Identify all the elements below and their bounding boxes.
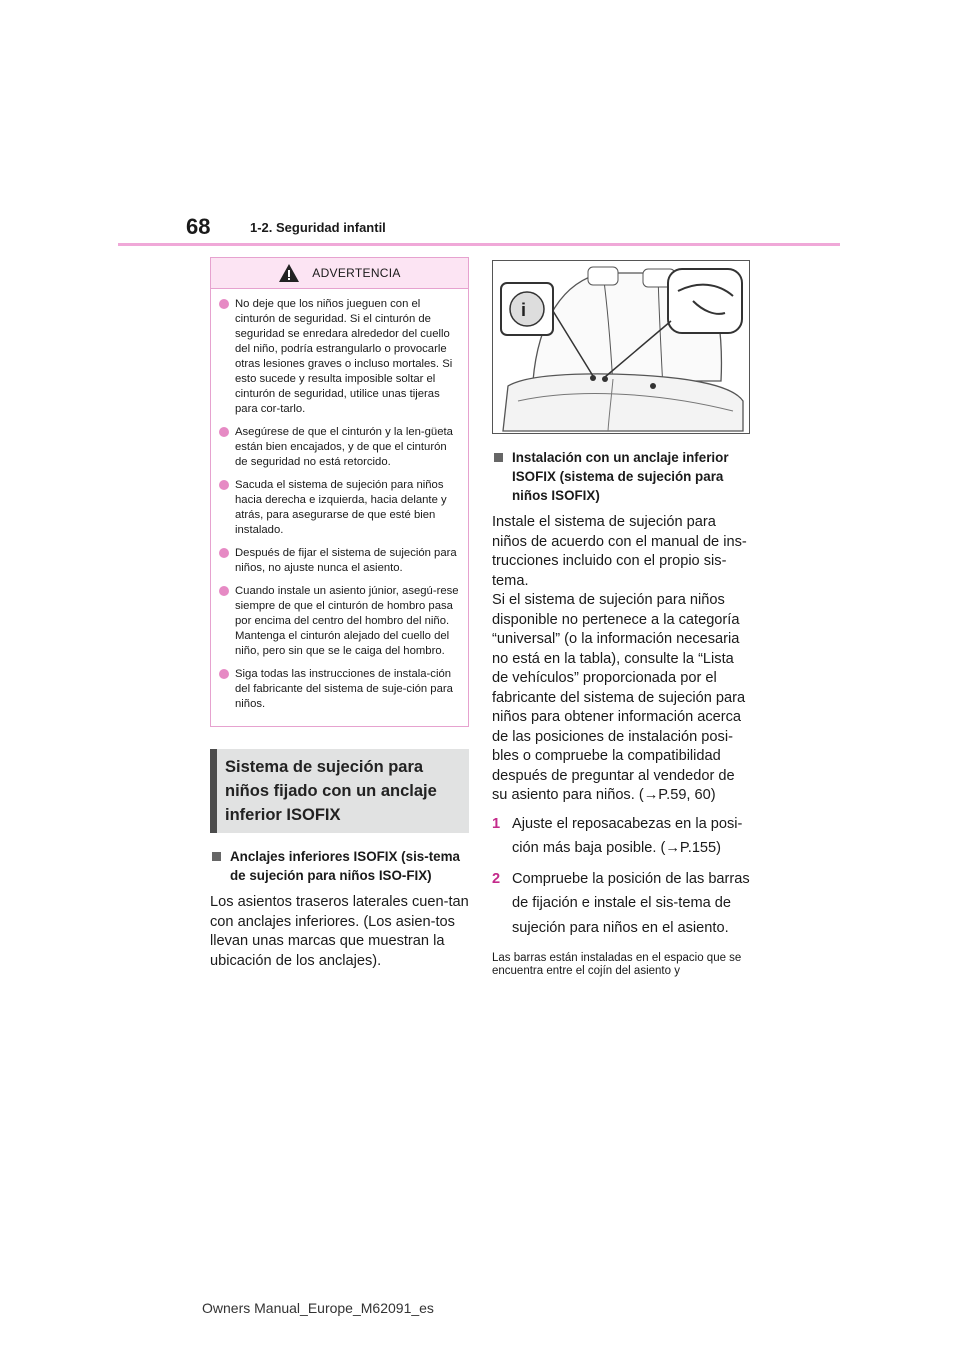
rear-seat-diagram-icon <box>493 261 749 433</box>
right-column <box>492 260 750 978</box>
warning-item <box>219 546 460 576</box>
body-text <box>492 513 750 806</box>
header-rule <box>118 243 840 246</box>
step-item <box>492 812 750 861</box>
svg-text:i: i <box>521 300 527 320</box>
seat-anchor-illustration <box>492 260 750 434</box>
warning-item <box>219 297 460 417</box>
note-text: Las barras están instaladas en el espacio que se encuentra entre el cojín del asiento y <box>492 952 742 977</box>
subheading-isofix-installation <box>492 448 750 505</box>
subheading-text: Anclajes inferiores ISOFIX (sis-tema de sujeción para niños ISO-FIX) <box>230 849 460 883</box>
warning-item <box>219 478 460 538</box>
subheading-isofix-anchors <box>210 847 469 885</box>
warning-item <box>219 425 460 470</box>
step-number: 2 <box>492 870 501 887</box>
subheading-text: Instalación con un anclaje inferior ISOFIX (sistema de sujeción para niños ISOFIX) <box>512 450 729 503</box>
warning-item <box>219 584 460 659</box>
warning-item-text: No deje que los niños jueguen con el cinturón de seguridad. Si el cinturón de seguridad se enredara alrededor del cuello del niño, podría estrangularlo o provocarle otras lesiones graves o incluso mortales. Si esto sucede y resulta imposible soltar el cinturón de seguridad, utilice unas tijeras para cor-tarlo. <box>235 298 453 415</box>
warning-item <box>219 667 460 712</box>
left-column <box>210 257 469 971</box>
footer-doc-id: Owners Manual_Europe_M62091_es <box>202 1300 434 1316</box>
warning-item-text: Siga todas las instrucciones de instala-ción del fabricante del sistema de suje-ción para niños. <box>235 668 453 710</box>
body-paragraph: Si el sistema de sujeción para niños disponible no pertenece a la categoría “universal” (o la información necesaria no está en la tabla), consulte la “Lista de vehículos” proporcionada por el fabricante del sistema de sujeción para niños para obtener información acerca de las posiciones de instalación posi-bles o compruebe la compatibilidad después de preguntar al vendedor de su asiento para niños. (→P.59, 60) <box>492 592 746 803</box>
bullet-icon <box>219 548 229 558</box>
step-number: 1 <box>492 815 501 832</box>
warning-header <box>211 258 468 289</box>
bullet-icon <box>219 669 229 679</box>
section-title: 1-2. Seguridad infantil <box>250 220 386 235</box>
section-heading: Sistema de sujeción para niños fijado con un anclaje inferior ISOFIX <box>210 749 469 833</box>
body-paragraph: Instale el sistema de sujeción para niños de acuerdo con el manual de ins-trucciones incluido con el propio sis-tema. <box>492 514 747 589</box>
bullet-icon <box>219 480 229 490</box>
warning-item-text: Cuando instale un asiento júnior, asegú-rese siempre de que el cinturón de hombro pasa por encima del centro del hombro del niño. Mantenga el cinturón alejado del cuello del niño, pero sin que se le caiga del hombro. <box>235 585 459 657</box>
step-text: Compruebe la posición de las barras de fijación e instale el sis-tema de sujeción para niños en el asiento. <box>512 870 750 936</box>
step-text: Ajuste el reposacabezas en la posi-ción más baja posible. (→P.155) <box>512 815 743 856</box>
bullet-icon <box>219 427 229 437</box>
warning-item-text: Después de fijar el sistema de sujeción para niños, no ajuste nunca el asiento. <box>235 547 457 574</box>
warning-item-text: Sacuda el sistema de sujeción para niños hacia derecha e izquierda, hacia delante y atrás, para asegurarse de que esté bien instalado. <box>235 479 447 536</box>
warning-triangle-icon <box>278 263 300 283</box>
warning-list <box>211 289 468 726</box>
bullet-icon <box>219 586 229 596</box>
bullet-icon <box>219 299 229 309</box>
step-item <box>492 867 750 941</box>
square-bullet-icon <box>212 852 221 861</box>
page-number: 68 <box>186 214 211 239</box>
warning-title: ADVERTENCIA <box>312 266 401 280</box>
warning-box <box>210 257 469 727</box>
square-bullet-icon <box>494 453 503 462</box>
body-text: Los asientos traseros laterales cuen-tan con anclajes inferiores. (Los asien-tos llevan unas marcas que muestran la ubicación de los anclajes). <box>210 894 469 969</box>
warning-item-text: Asegúrese de que el cinturón y la len-güeta están bien encajados, y de que el cinturón de seguridad no está retorcido. <box>235 426 453 468</box>
